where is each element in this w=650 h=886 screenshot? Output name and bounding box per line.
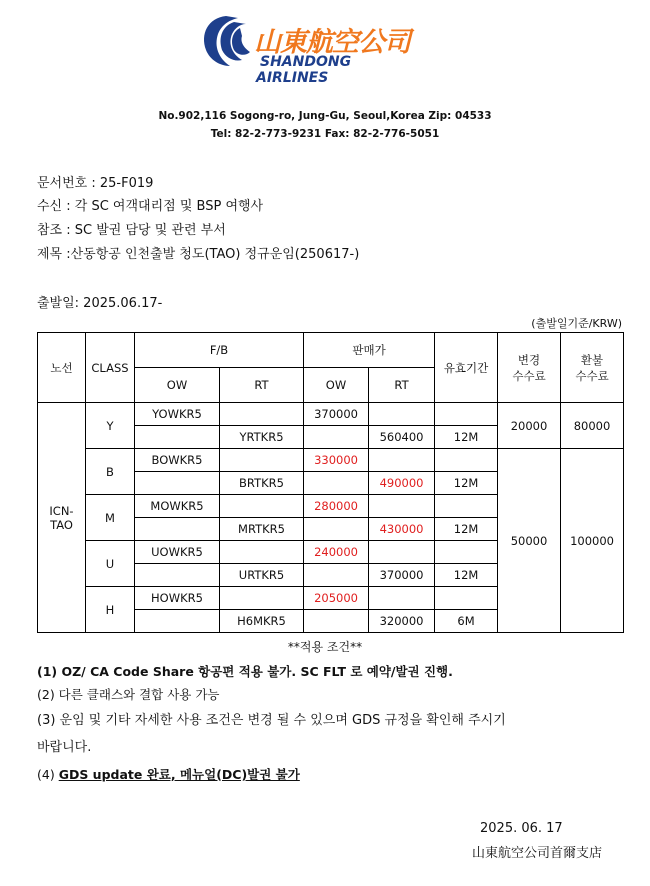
route-line2: TAO bbox=[50, 517, 73, 532]
header-refund-fee-line2: 수수료 bbox=[575, 368, 609, 383]
validity: 12M bbox=[435, 472, 498, 495]
ow-fare-basis: HOWKR5 bbox=[135, 587, 220, 610]
departure-date: 출발일: 2025.06.17- bbox=[37, 296, 163, 311]
empty-cell bbox=[220, 541, 304, 564]
logo-english-line1: SHANDONG bbox=[260, 54, 352, 70]
shandong-logo bbox=[198, 12, 458, 88]
empty-cell bbox=[369, 449, 435, 472]
ow-price: 280000 bbox=[304, 495, 369, 518]
rt-fare-basis: YRTKR5 bbox=[220, 426, 304, 449]
rt-price: 370000 bbox=[369, 564, 435, 587]
rt-fare-basis: URTKR5 bbox=[220, 564, 304, 587]
class-cell: U bbox=[86, 541, 135, 587]
empty-cell bbox=[304, 610, 369, 633]
header-fare-basis: F/B bbox=[135, 333, 304, 368]
rt-fare-basis: MRTKR5 bbox=[220, 518, 304, 541]
class-cell: H bbox=[86, 587, 135, 633]
empty-cell bbox=[435, 449, 498, 472]
header-change-fee bbox=[498, 333, 561, 403]
empty-cell bbox=[135, 564, 220, 587]
empty-cell bbox=[220, 403, 304, 426]
route-cell bbox=[38, 403, 86, 633]
empty-cell bbox=[304, 518, 369, 541]
empty-cell bbox=[135, 610, 220, 633]
crane-logo-icon bbox=[198, 12, 254, 72]
ow-fare-basis: YOWKR5 bbox=[135, 403, 220, 426]
company-phone: Tel: 82-2-773-9231 Fax: 82-2-776-5051 bbox=[210, 128, 440, 140]
subject: 제목 :산동항공 인천출발 청도(TAO) 정규운임(250617-) bbox=[37, 247, 360, 262]
empty-cell bbox=[369, 587, 435, 610]
empty-cell bbox=[304, 564, 369, 587]
logo-chinese-name: 山東航空公司 bbox=[254, 27, 410, 58]
header-refund-fee-line1: 환불 bbox=[580, 352, 604, 367]
class-cell: M bbox=[86, 495, 135, 541]
conditions-title: **적용 조건** bbox=[287, 640, 363, 654]
unit-note: (출발일기준/KRW) bbox=[531, 317, 622, 330]
ow-fare-basis: MOWKR5 bbox=[135, 495, 220, 518]
empty-cell bbox=[369, 541, 435, 564]
class-cell: B bbox=[86, 449, 135, 495]
ow-price: 205000 bbox=[304, 587, 369, 610]
change-fee: 50000 bbox=[498, 449, 561, 633]
header-validity: 유효기간 bbox=[435, 333, 498, 403]
header-price-ow: OW bbox=[304, 368, 369, 403]
company-address: No.902,116 Sogong-ro, Jung-Gu, Seoul,Korea Zip: 04533 bbox=[158, 110, 492, 122]
empty-cell bbox=[304, 472, 369, 495]
recipient: 수신 : 각 SC 여객대리점 및 BSP 여행사 bbox=[37, 199, 264, 214]
empty-cell bbox=[135, 426, 220, 449]
empty-cell bbox=[435, 587, 498, 610]
condition-3-continued: 바랍니다. bbox=[37, 740, 92, 755]
empty-cell bbox=[435, 495, 498, 518]
rt-price: 560400 bbox=[369, 426, 435, 449]
validity: 6M bbox=[435, 610, 498, 633]
refund-fee: 80000 bbox=[561, 403, 624, 449]
validity: 12M bbox=[435, 426, 498, 449]
class-cell: Y bbox=[86, 403, 135, 449]
logo-english-line2: AIRLINES bbox=[256, 70, 329, 86]
reference: 참조 : SC 발권 담당 및 관련 부서 bbox=[37, 223, 226, 238]
header-refund-fee bbox=[561, 333, 624, 403]
signature-office: 山東航空公司首爾支店 bbox=[472, 846, 603, 861]
rt-price: 490000 bbox=[369, 472, 435, 495]
header-fb-ow: OW bbox=[135, 368, 220, 403]
table-row bbox=[38, 449, 624, 472]
header-price-rt: RT bbox=[369, 368, 435, 403]
header-class: CLASS bbox=[86, 333, 135, 403]
condition-2: (2) 다른 클래스와 결합 사용 가능 bbox=[37, 687, 220, 702]
ow-price: 240000 bbox=[304, 541, 369, 564]
ow-price: 370000 bbox=[304, 403, 369, 426]
empty-cell bbox=[135, 518, 220, 541]
empty-cell bbox=[220, 587, 304, 610]
rt-price: 320000 bbox=[369, 610, 435, 633]
header-sale-price: 판매가 bbox=[304, 333, 435, 368]
ow-fare-basis: BOWKR5 bbox=[135, 449, 220, 472]
rt-price: 430000 bbox=[369, 518, 435, 541]
route-line1: ICN- bbox=[49, 503, 74, 518]
validity: 12M bbox=[435, 564, 498, 587]
condition-1: (1) OZ/ CA Code Share 항공편 적용 불가. SC FLT 로 예약/발권 진행. bbox=[37, 664, 453, 679]
empty-cell bbox=[369, 495, 435, 518]
fare-table bbox=[37, 332, 624, 633]
header-change-fee-line1: 변경 bbox=[517, 352, 541, 367]
empty-cell bbox=[135, 472, 220, 495]
empty-cell bbox=[304, 426, 369, 449]
condition-4 bbox=[37, 765, 300, 783]
refund-fee: 100000 bbox=[561, 449, 624, 633]
condition-4-text: GDS update 완료, 메뉴얼(DC)발권 불가 bbox=[58, 767, 300, 782]
empty-cell bbox=[435, 403, 498, 426]
change-fee: 20000 bbox=[498, 403, 561, 449]
condition-3: (3) 운임 및 기타 자세한 사용 조건은 변경 될 수 있으며 GDS 규정을 확인해 주시기 bbox=[37, 713, 506, 728]
empty-cell bbox=[220, 495, 304, 518]
condition-4-number: (4) bbox=[37, 767, 59, 782]
empty-cell bbox=[435, 541, 498, 564]
empty-cell bbox=[369, 403, 435, 426]
validity: 12M bbox=[435, 518, 498, 541]
ow-fare-basis: UOWKR5 bbox=[135, 541, 220, 564]
document-number: 문서번호 : 25-F019 bbox=[37, 176, 154, 191]
empty-cell bbox=[220, 449, 304, 472]
header-route: 노선 bbox=[38, 333, 86, 403]
rt-fare-basis: BRTKR5 bbox=[220, 472, 304, 495]
ow-price: 330000 bbox=[304, 449, 369, 472]
header-fb-rt: RT bbox=[220, 368, 304, 403]
issue-date: 2025. 06. 17 bbox=[480, 821, 563, 836]
rt-fare-basis: H6MKR5 bbox=[220, 610, 304, 633]
table-row bbox=[38, 403, 624, 426]
header-change-fee-line2: 수수료 bbox=[512, 368, 546, 383]
